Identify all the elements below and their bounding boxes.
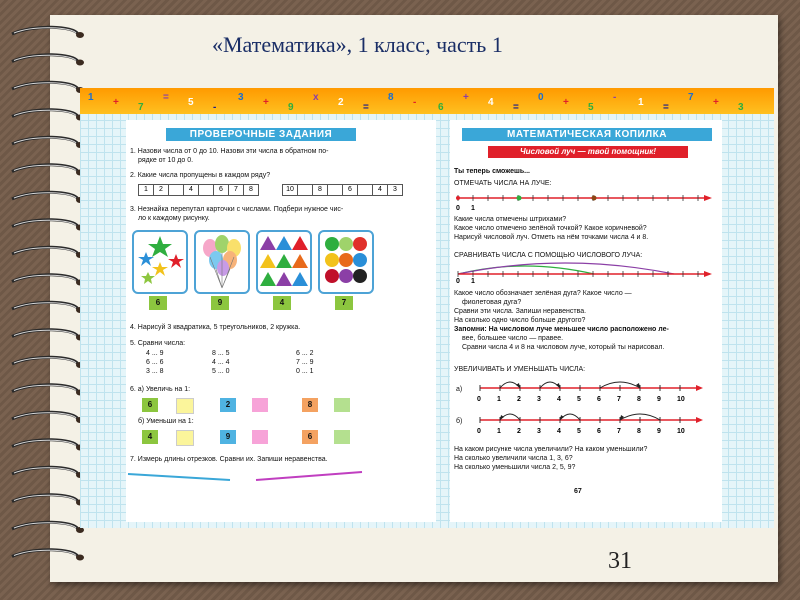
s3-q1: На каком рисунке числа увеличили? На каком уменьшили?: [454, 446, 648, 453]
s2-remember: Запомни: На числовом луче меньшее число расположено ле-: [454, 326, 669, 333]
task-1: 1. Назови числа от 0 до 10. Назови эти числа в обратном по-: [130, 148, 329, 155]
spiral-ring-icon: [12, 192, 84, 203]
circles-icon: [320, 232, 372, 292]
banner-glyph-icon: +: [113, 97, 119, 108]
dec-answer-box[interactable]: [334, 430, 350, 444]
inc-answer-box[interactable]: [252, 398, 268, 412]
cell-empty[interactable]: [297, 184, 313, 196]
cell: 1: [138, 184, 154, 196]
ray-number: 7: [617, 396, 621, 403]
ray-arrow: [696, 417, 703, 423]
banner-glyph-icon: 0: [538, 92, 544, 103]
ray-number: 4: [557, 428, 561, 435]
dec-answer-box[interactable]: [176, 430, 194, 446]
stars-icon: [134, 232, 186, 292]
task-6a: 6. а) Увеличь на 1:: [130, 386, 191, 393]
cell-empty[interactable]: [168, 184, 184, 196]
decorative-banner: [80, 88, 774, 114]
compare-item: 7 ... 9: [296, 359, 314, 366]
task-1-cont: рядке от 10 до 0.: [138, 157, 194, 164]
spiral-ring-icon: [12, 165, 84, 176]
banner-glyph-icon: 1: [88, 92, 94, 103]
spiral-ring-icon: [12, 110, 84, 121]
right-column: [450, 120, 722, 522]
cell: 4: [183, 184, 199, 196]
card-label[interactable]: 7: [335, 296, 353, 310]
ray-number: 9: [657, 396, 661, 403]
s2-q3: На сколько одно число больше другого?: [454, 317, 586, 324]
card-triangles: [256, 230, 312, 294]
cell: 6: [342, 184, 358, 196]
number-ray-b: [474, 408, 718, 436]
s3-q3: На сколько уменьшили числа 2, 5, 9?: [454, 464, 576, 471]
spiral-ring-icon: [12, 27, 84, 38]
s2-q4: Сравни числа 4 и 8 на числовом луче, который ты нарисовал.: [462, 344, 665, 351]
number-ray-2: [454, 260, 718, 284]
ray-number: 6: [597, 428, 601, 435]
cell-empty[interactable]: [357, 184, 373, 196]
compare-item: 0 ... 1: [296, 368, 314, 375]
spiral-ring-icon: [12, 275, 84, 286]
spiral-ring-icon: [12, 247, 84, 258]
s2-q1-cont: фиолетовая дуга?: [462, 299, 522, 306]
cell: 4: [372, 184, 388, 196]
task-3: 3. Незнайка перепутал карточки с числами. Подбери нужное чис-: [130, 206, 344, 213]
number-row-a: [138, 184, 258, 196]
banner-glyph-icon: -: [413, 97, 417, 108]
spiral-ring-icon: [12, 137, 84, 148]
task-7: 7. Измерь длины отрезков. Сравни их. Запиши неравенства.: [130, 456, 328, 463]
cell: 6: [213, 184, 229, 196]
ray-number: 10: [677, 428, 685, 435]
cell: 10: [282, 184, 298, 196]
spiral-ring-icon: [12, 357, 84, 368]
ray-number: 1: [497, 428, 501, 435]
number-ray-a: [474, 376, 718, 404]
spiral-ring-icon: [12, 330, 84, 341]
task-2: 2. Какие числа пропущены в каждом ряду?: [130, 172, 271, 179]
cell: 3: [387, 184, 403, 196]
inc-answer-box[interactable]: [176, 398, 194, 414]
banner-glyph-icon: 9: [288, 102, 294, 113]
card-label[interactable]: 9: [211, 296, 229, 310]
segments-icon: [126, 468, 436, 488]
ray-label-1: 1: [471, 205, 475, 212]
dec-number: 9: [220, 430, 236, 444]
banner-glyph-icon: 7: [688, 92, 694, 103]
s3-q2: На сколько увеличили числа 1, 3, 6?: [454, 455, 573, 462]
spiral-ring-icon: [12, 440, 84, 451]
dec-answer-box[interactable]: [252, 430, 268, 444]
s1-q2: Какое число отмечено зелёной точкой? Какое коричневой?: [454, 225, 647, 232]
compare-item: 4 ... 4: [212, 359, 230, 366]
textbook-page: [80, 88, 774, 528]
ray-number: 0: [477, 428, 481, 435]
banner-glyph-icon: =: [163, 92, 169, 103]
card-balloons: [194, 230, 250, 294]
right-header: МАТЕМАТИЧЕСКАЯ КОПИЛКА: [462, 128, 712, 141]
ray-number: 9: [657, 428, 661, 435]
compare-item: 3 ... 8: [146, 368, 164, 375]
cell-empty[interactable]: [327, 184, 343, 196]
task-5: 5. Сравни числа:: [130, 340, 186, 347]
s2-q2: Сравни эти числа. Запиши неравенства.: [454, 308, 587, 315]
card-label[interactable]: 6: [149, 296, 167, 310]
banner-glyph-icon: +: [263, 97, 269, 108]
number-row-b: [282, 184, 402, 196]
banner-glyph-icon: 4: [488, 97, 494, 108]
banner-glyph-icon: 8: [388, 92, 394, 103]
card-stars: [132, 230, 188, 294]
s2-remember-cont: вее, большее число — правее.: [462, 335, 564, 342]
ray-number: 2: [517, 396, 521, 403]
banner-glyph-icon: 6: [438, 102, 444, 113]
inc-number: 8: [302, 398, 318, 412]
banner-glyph-icon: 5: [588, 102, 594, 113]
number-ray-1: [454, 190, 718, 212]
inc-answer-box[interactable]: [334, 398, 350, 412]
compare-item: 6 ... 6: [146, 359, 164, 366]
spiral-ring-icon: [12, 495, 84, 506]
banner-glyph-icon: x: [313, 92, 319, 103]
ray-b-label: б): [456, 418, 463, 425]
intro-text: Ты теперь сможешь...: [454, 168, 530, 175]
banner-glyph-icon: 7: [138, 102, 144, 113]
ray-number: 3: [537, 396, 541, 403]
slide-number: 31: [608, 548, 632, 574]
spiral-ring-icon: [12, 412, 84, 423]
inc-number: 6: [142, 398, 158, 412]
spiral-ring-icon: [12, 55, 84, 66]
right-subheader: Числовой луч — твой помощник!: [488, 146, 688, 158]
ray-number: 5: [577, 428, 581, 435]
ray-number: 8: [637, 396, 641, 403]
ray-number: 3: [537, 428, 541, 435]
banner-glyph-icon: 2: [338, 97, 344, 108]
banner-glyph-icon: =: [663, 102, 669, 113]
s1-q3: Нарисуй числовой луч. Отметь на нём точками числа 4 и 8.: [454, 234, 649, 241]
card-circles: [318, 230, 374, 294]
page-number: 67: [574, 488, 582, 495]
s2-q1: Какое число обозначает зелёная дуга? Какое число —: [454, 290, 632, 297]
banner-glyph-icon: 5: [188, 97, 194, 108]
spiral-ring-icon: [12, 220, 84, 231]
banner-glyph-icon: =: [513, 102, 519, 113]
inc-number: 2: [220, 398, 236, 412]
left-column: [126, 120, 436, 522]
spiral-ring-icon: [12, 82, 84, 93]
ray-a-label: а): [456, 386, 463, 393]
section-2-title: СРАВНИВАТЬ ЧИСЛА С ПОМОЩЬЮ ЧИСЛОВОГО ЛУЧА:: [454, 252, 643, 259]
ray-label-0: 0: [456, 205, 460, 212]
task-3-cont: ло к каждому рисунку.: [138, 215, 210, 222]
spiral-ring-icon: [12, 467, 84, 478]
banner-glyph-icon: +: [563, 97, 569, 108]
banner-glyph-icon: 3: [238, 92, 244, 103]
cell: 8: [243, 184, 259, 196]
ray-number: 0: [477, 396, 481, 403]
cell: 2: [153, 184, 169, 196]
ray-number: 1: [497, 396, 501, 403]
card-label[interactable]: 4: [273, 296, 291, 310]
compare-item: 8 ... 5: [212, 350, 230, 357]
triangles-icon: [258, 232, 310, 292]
spiral-ring-icon: [12, 550, 84, 561]
spiral-ring-icon: [12, 522, 84, 533]
section-1-title: ОТМЕЧАТЬ ЧИСЛА НА ЛУЧЕ:: [454, 180, 552, 187]
banner-glyph-icon: 1: [638, 97, 644, 108]
spiral-ring-icon: [12, 302, 84, 313]
compare-item: 6 ... 2: [296, 350, 314, 357]
ray-number: 7: [617, 428, 621, 435]
section-3-title: УВЕЛИЧИВАТЬ И УМЕНЬШАТЬ ЧИСЛА:: [454, 366, 586, 373]
cell-empty[interactable]: [198, 184, 214, 196]
ray-number: 5: [577, 396, 581, 403]
banner-glyph-icon: 3: [738, 102, 744, 113]
cell: 7: [228, 184, 244, 196]
ray-label-1: 1: [471, 278, 475, 284]
task-4: 4. Нарисуй 3 квадратика, 5 треугольников, 2 кружка.: [130, 324, 301, 331]
dec-number: 4: [142, 430, 158, 444]
compare-item: 4 ... 9: [146, 350, 164, 357]
banner-glyph-icon: +: [463, 92, 469, 103]
dec-number: 6: [302, 430, 318, 444]
ray-number: 4: [557, 396, 561, 403]
ray-number: 2: [517, 428, 521, 435]
balloons-icon: [196, 232, 248, 292]
left-header: ПРОВЕРОЧНЫЕ ЗАДАНИЯ: [166, 128, 356, 141]
banner-glyph-icon: +: [713, 97, 719, 108]
spiral-ring-icon: [12, 385, 84, 396]
ray-number: 8: [637, 428, 641, 435]
slide-title: «Математика», 1 класс, часть 1: [212, 32, 503, 57]
task-6b: б) Уменьши на 1:: [138, 418, 194, 425]
cell: 8: [312, 184, 328, 196]
banner-glyph-icon: -: [213, 102, 217, 113]
ray-label-0: 0: [456, 278, 460, 284]
ray-number: 10: [677, 396, 685, 403]
s1-q1: Какие числа отмечены штрихами?: [454, 216, 567, 223]
banner-glyph-icon: -: [613, 92, 617, 103]
ray-arrow: [696, 385, 703, 391]
compare-item: 5 ... 0: [212, 368, 230, 375]
ray-number: 6: [597, 396, 601, 403]
banner-glyph-icon: =: [363, 102, 369, 113]
